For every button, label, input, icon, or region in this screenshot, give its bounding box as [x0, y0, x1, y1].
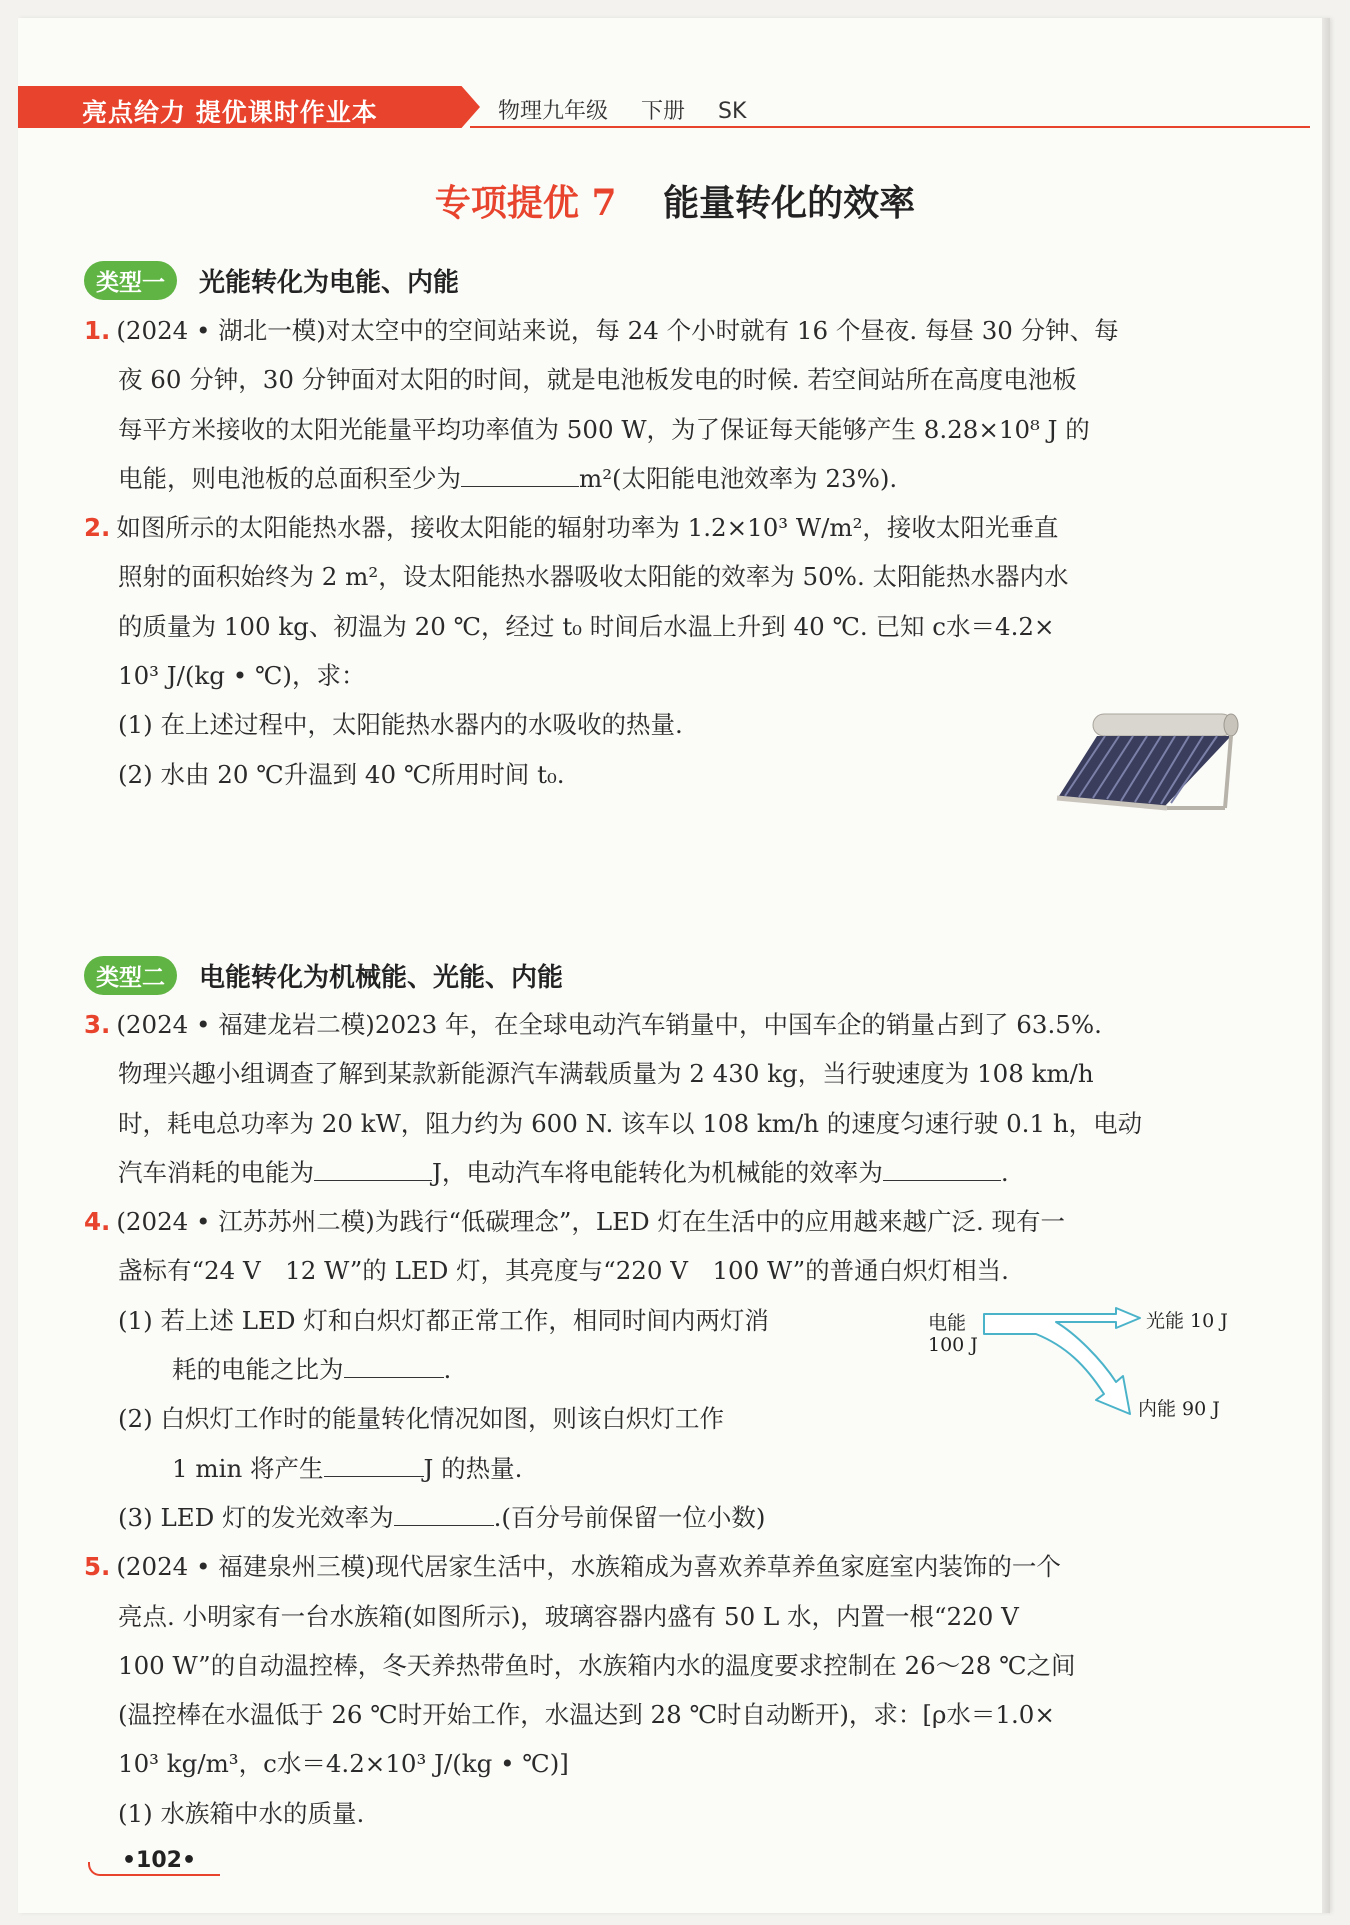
q5-line-2: 亮点. 小明家有一台水族箱(如图所示)，玻璃容器内盛有 50 L 水，内置一根“220 V	[118, 1601, 1019, 1631]
q4-sub-3-text: (3) LED 灯的发光效率为	[118, 1502, 394, 1532]
q3-line-1	[84, 1000, 1244, 1049]
q1-line-4-unit: m²(太阳能电池效率为 23%).	[579, 463, 898, 493]
q3-line-4-end: .	[1000, 1157, 1009, 1187]
q4-answer-blank-1[interactable]	[344, 1357, 444, 1378]
diagram-input-label: 电能	[928, 1312, 967, 1334]
diagram-input-value: 100 J	[928, 1334, 978, 1356]
q4-answer-blank-3[interactable]	[394, 1505, 494, 1526]
q3-answer-blank-2[interactable]	[883, 1160, 1001, 1181]
q4-line-1	[84, 1197, 1244, 1246]
q2-line-4: 10³ J/(kg • ℃)，求：	[118, 661, 366, 691]
header-edition: SK	[718, 99, 747, 124]
q5-text: (2024 • 福建泉州三模)现代居家生活中，水族箱成为喜欢养草养鱼家庭室内装饰的一个	[116, 1552, 1061, 1582]
q3-answer-blank-1[interactable]	[314, 1160, 432, 1181]
title-main: 能量转化的效率	[663, 182, 916, 224]
q2-text: 如图所示的太阳能热水器，接收太阳能的辐射功率为 1.2×10³ W/m²，接收太阳光垂直	[116, 513, 1059, 543]
q3-line-2: 物理兴趣小组调查了解到某款新能源汽车满载质量为 2 430 kg，当行驶速度为 108 km/h	[118, 1059, 1094, 1089]
q1-line-1	[84, 306, 1244, 355]
q2-line-2: 照射的面积始终为 2 m²，设太阳能热水器吸收太阳能的效率为 50%. 太阳能热水器内水	[118, 562, 1069, 592]
type-title-2: 电能转化为机械能、光能、内能	[199, 962, 564, 993]
q2-line-1	[84, 503, 1244, 552]
q5-line-1	[84, 1542, 1244, 1591]
q4-sub-1b-text: 耗的电能之比为	[172, 1355, 344, 1385]
q4-sub-2b-text: 1 min 将产生	[172, 1453, 324, 1483]
solar-water-heater-image	[1045, 708, 1240, 826]
q4-sub-2b-end: J 的热量.	[423, 1453, 523, 1483]
q1-line-4-text: 电能，则电池板的总面积至少为	[118, 463, 461, 493]
q2-number: 2.	[84, 513, 111, 543]
q2-sub-2: (2) 水由 20 ℃升温到 40 ℃所用时间 t₀.	[118, 759, 565, 789]
type-heading-2	[84, 955, 563, 995]
q4-text: (2024 • 江苏苏州二模)为践行“低碳理念”，LED 灯在生活中的应用越来越广泛. 现有一	[116, 1207, 1066, 1237]
page-edge	[1322, 18, 1330, 1913]
q4-answer-blank-2[interactable]	[324, 1456, 424, 1477]
q4-number: 4.	[84, 1207, 111, 1237]
q3-line-4-mid: J，电动汽车将电能转化为机械能的效率为	[432, 1157, 883, 1187]
q4-sub-1a: (1) 若上述 LED 灯和白炽灯都正常工作，相同时间内两灯消	[118, 1305, 769, 1335]
diagram-light-label: 光能 10 J	[1146, 1310, 1228, 1332]
q3-line-4	[84, 1148, 1244, 1197]
q4-sub-2b	[84, 1444, 1244, 1493]
q4-sub-1b-end: .	[443, 1355, 452, 1385]
q1-text: (2024 • 湖北一模)对太空中的空间站来说，每 24 个小时就有 16 个昼夜. 每昼 30 分钟、每	[116, 316, 1119, 345]
q4-line-2: 盏标有“24 V 12 W”的 LED 灯，其亮度与“220 V 100 W”的普通白炽灯相当.	[118, 1256, 1009, 1286]
q5-number: 5.	[84, 1552, 111, 1582]
header-volume: 下册	[641, 99, 686, 124]
title-number: 专项提优 7	[434, 182, 617, 224]
q4-sub-3	[84, 1493, 1244, 1542]
q4-sub-2a: (2) 白炽灯工作时的能量转化情况如图，则该白炽灯工作	[118, 1404, 724, 1434]
q1-line-2: 夜 60 分钟，30 分钟面对太阳的时间，就是电池板发电的时候. 若空间站所在高度电池板	[118, 365, 1077, 395]
energy-flow-diagram	[926, 1304, 1246, 1422]
page-number: •102•	[122, 1848, 197, 1873]
q1-number: 1.	[84, 316, 111, 345]
q1-line-4	[84, 454, 1244, 503]
q2-line-3: 的质量为 100 kg、初温为 20 ℃，经过 t₀ 时间后水温上升到 40 ℃. 已知 c水＝4.2×	[118, 611, 1055, 641]
q5-line-5: 10³ kg/m³，c水＝4.2×10³ J/(kg • ℃)]	[118, 1749, 569, 1779]
q3-text: (2024 • 福建龙岩二模)2023 年，在全球电动汽车销量中，中国车企的销量占到了 63.5%.	[116, 1010, 1102, 1039]
q2-sub-1: (1) 在上述过程中，太阳能热水器内的水吸收的热量.	[118, 710, 683, 740]
page-title	[0, 175, 1350, 226]
type-badge-2: 类型二	[84, 956, 177, 995]
q5-sub-1: (1) 水族箱中水的质量.	[118, 1798, 365, 1828]
q4-sub-3-end: .(百分号前保留一位小数)	[493, 1502, 766, 1532]
header-info	[498, 94, 772, 125]
q3-line-4-text: 汽车消耗的电能为	[118, 1157, 314, 1187]
type-heading-1	[84, 260, 459, 300]
header-rule	[470, 126, 1310, 128]
q3-line-3: 时，耗电总功率为 20 kW，阻力约为 600 N. 该车以 108 km/h 的速度匀速行驶 0.1 h，电动	[118, 1108, 1143, 1138]
header-brand: 亮点给力 提优课时作业本	[82, 98, 378, 127]
q5-line-4: (温控棒在水温低于 26 ℃时开始工作，水温达到 28 ℃时自动断开)，求：[ρ水＝1.0×	[118, 1700, 1055, 1730]
diagram-heat-label: 内能 90 J	[1138, 1398, 1220, 1420]
type-title-1: 光能转化为电能、内能	[199, 267, 460, 298]
q1-answer-blank[interactable]	[461, 466, 579, 487]
q1-line-3: 每平方米接收的太阳光能量平均功率值为 500 W，为了保证每天能够产生 8.28×10⁸ J 的	[118, 414, 1090, 444]
q3-number: 3.	[84, 1010, 111, 1039]
header-subject: 物理九年级	[498, 99, 609, 124]
type-badge-1: 类型一	[84, 261, 177, 300]
q5-line-3: 100 W”的自动温控棒，冬天养热带鱼时，水族箱内水的温度要求控制在 26～28 ℃之间	[118, 1650, 1076, 1680]
